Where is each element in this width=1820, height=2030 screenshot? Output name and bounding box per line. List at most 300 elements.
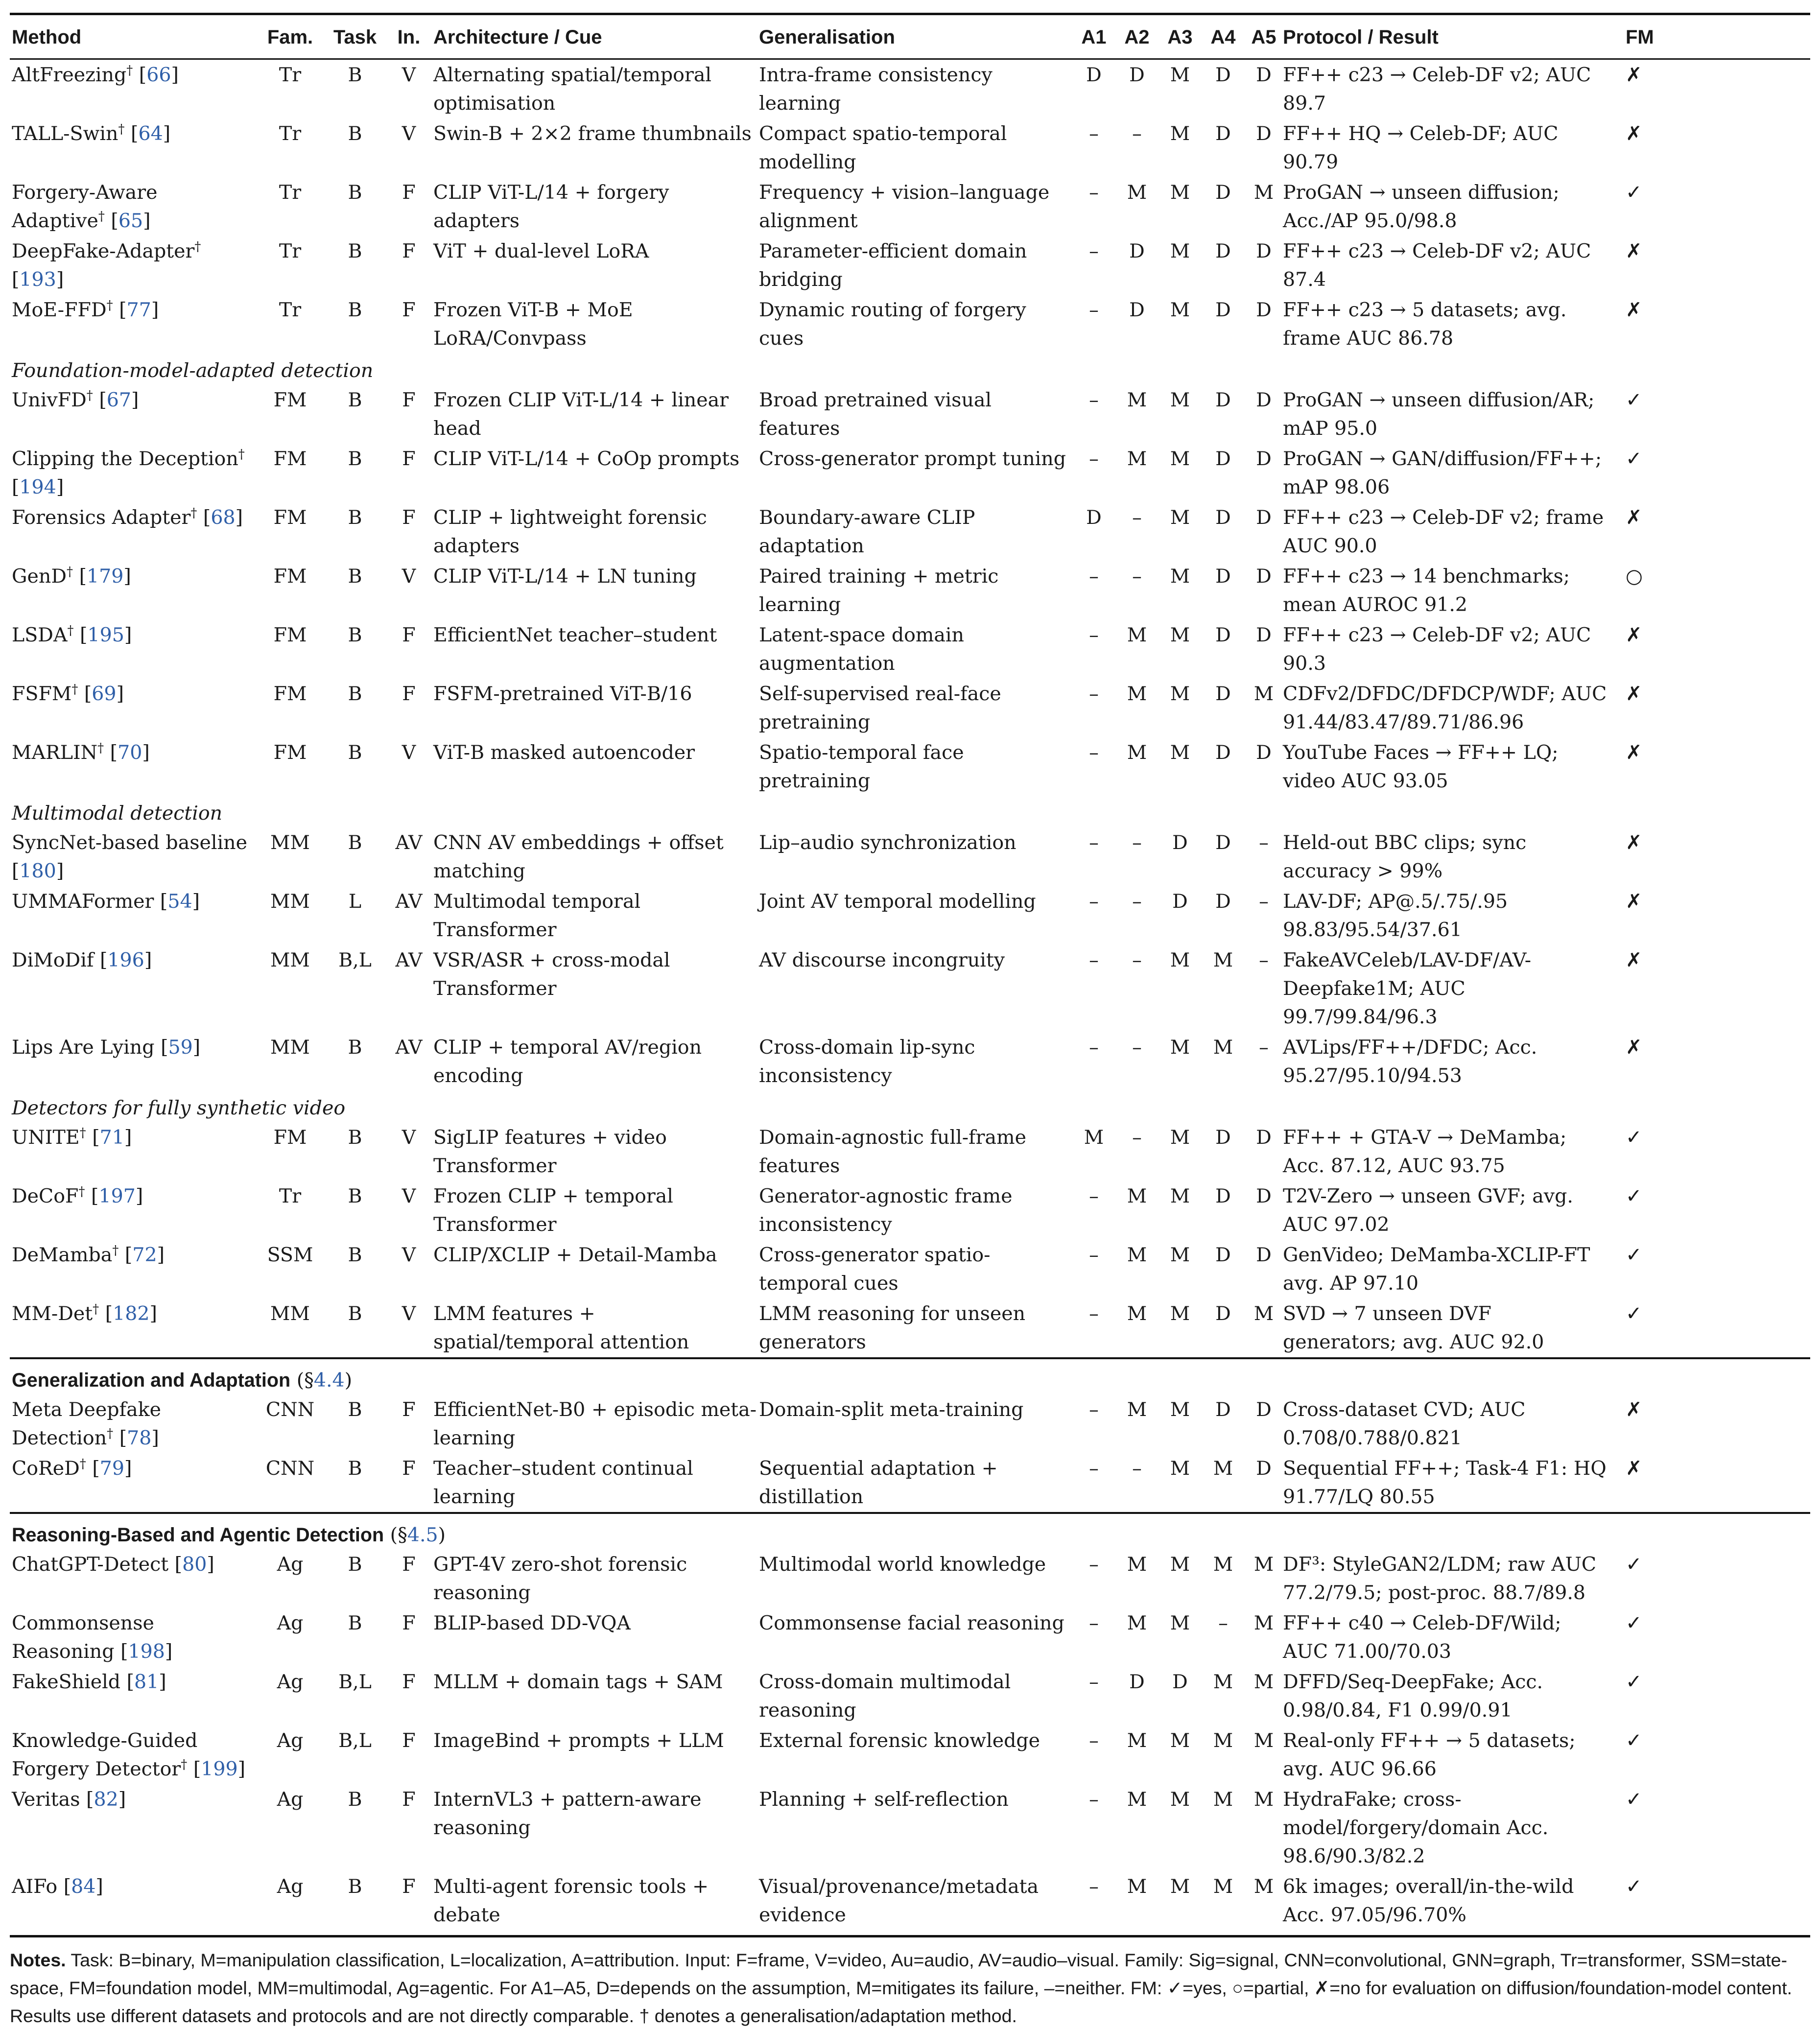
input-cell: F	[402, 1457, 416, 1480]
a4-cell: D	[1215, 1126, 1231, 1149]
method-name: DeepFake-Adapter	[12, 240, 195, 262]
a4-cell: M	[1213, 1457, 1233, 1480]
architecture-cell: CLIP ViT-L/14 + LN tuning	[433, 565, 697, 588]
method-cell: Knowledge-Guided Forgery Detector† [199]	[12, 1729, 246, 1780]
header-a4: A4	[1210, 26, 1236, 48]
family-cell: CNN	[265, 1457, 315, 1480]
task-cell: B	[348, 565, 362, 588]
task-cell: B	[348, 741, 362, 764]
task-cell: B	[348, 506, 362, 529]
a2-cell: –	[1132, 1036, 1142, 1059]
architecture-cell: CLIP ViT-L/14 + forgery adapters	[433, 181, 669, 232]
method-cell: FSFM† [69]	[12, 682, 124, 705]
family-cell: Tr	[279, 299, 302, 321]
a3-cell: M	[1170, 1302, 1190, 1325]
generalisation-cell: Cross-domain multimodal reasoning	[759, 1671, 1011, 1722]
method-cell: SyncNet-based baseline [180]	[12, 831, 247, 882]
citation-link[interactable]: 78	[127, 1427, 152, 1449]
fm-cell: ○	[1626, 565, 1643, 588]
fm-cell: ✓	[1626, 1185, 1642, 1207]
input-cell: F	[402, 683, 416, 705]
a4-cell: D	[1215, 831, 1231, 854]
architecture-cell: InternVL3 + pattern-aware reasoning	[433, 1788, 702, 1839]
input-cell: F	[402, 1729, 416, 1752]
citation-link[interactable]: 182	[113, 1302, 150, 1325]
section-ref-link[interactable]: 4.4	[313, 1369, 345, 1392]
citation-link[interactable]: 72	[132, 1244, 157, 1266]
a2-cell: M	[1127, 683, 1147, 705]
citation-link[interactable]: 64	[138, 122, 163, 145]
a4-cell: M	[1213, 1788, 1233, 1811]
generalisation-cell: Cross-generator prompt tuning	[759, 448, 1066, 470]
header-row	[10, 14, 1810, 59]
task-cell: B	[348, 1788, 362, 1811]
family-cell: FM	[273, 741, 307, 764]
protocol-cell: ProGAN → GAN/diffusion/FF++; mAP 98.06	[1283, 448, 1602, 498]
architecture-cell: BLIP-based DD-VQA	[433, 1612, 631, 1634]
table-row	[10, 737, 1810, 796]
citation-link[interactable]: 67	[106, 389, 131, 411]
dagger-mark: †	[67, 623, 74, 638]
method-name: FSFM	[12, 683, 72, 705]
a4-cell: –	[1218, 1612, 1228, 1634]
a5-cell: D	[1256, 1398, 1272, 1421]
a1-cell: –	[1089, 1457, 1099, 1480]
table-row	[10, 59, 1810, 119]
protocol-cell: FF++ c23 → Celeb-DF v2; frame AUC 90.0	[1283, 506, 1604, 557]
method-name: DeCoF	[12, 1185, 79, 1207]
protocol-cell: GenVideo; DeMamba-XCLIP-FT avg. AP 97.10	[1283, 1244, 1590, 1295]
task-cell: B	[348, 299, 362, 321]
a2-cell: M	[1127, 181, 1147, 204]
a5-cell: D	[1256, 1126, 1272, 1149]
section-heading: Generalization and Adaptation (§4.4)	[12, 1369, 353, 1392]
method-cell: Clipping the Deception† [194]	[12, 447, 245, 498]
header-fm: FM	[1626, 26, 1654, 48]
citation-link[interactable]: 194	[19, 476, 56, 498]
citation-link[interactable]: 84	[71, 1875, 96, 1898]
method-name: UNITE	[12, 1126, 80, 1149]
method-cell: AIFo [84]	[12, 1875, 103, 1898]
protocol-cell: ProGAN → unseen diffusion; Acc./AP 95.0/98.8	[1283, 181, 1560, 232]
architecture-cell: LMM features + spatial/temporal attention	[433, 1302, 689, 1353]
a5-cell: D	[1256, 1457, 1272, 1480]
generalisation-cell: Visual/provenance/metadata evidence	[759, 1875, 1039, 1926]
citation-link[interactable]: 59	[168, 1036, 193, 1059]
dagger-mark: †	[98, 209, 105, 224]
input-cell: F	[402, 1788, 416, 1811]
citation-link[interactable]: 81	[134, 1671, 159, 1693]
architecture-cell: Alternating spatial/temporal optimisation	[433, 64, 712, 115]
generalisation-cell: Cross-generator spatio-temporal cues	[759, 1244, 991, 1295]
citation-link[interactable]: 69	[92, 683, 117, 705]
citation-link[interactable]: 70	[118, 741, 142, 764]
a5-cell: D	[1256, 299, 1272, 321]
generalisation-cell: Lip–audio synchronization	[759, 831, 1016, 854]
table-notes	[10, 1935, 1810, 2030]
method-name: MM-Det	[12, 1302, 93, 1325]
a1-cell: D	[1086, 64, 1102, 86]
family-cell: FM	[273, 624, 307, 646]
a3-cell: M	[1170, 181, 1190, 204]
a1-cell: –	[1089, 1302, 1099, 1325]
a1-cell: D	[1086, 506, 1102, 529]
task-cell: B	[348, 1457, 362, 1480]
a2-cell: M	[1127, 1302, 1147, 1325]
citation-link[interactable]: 179	[87, 565, 124, 588]
a3-cell: M	[1170, 1244, 1190, 1266]
fm-cell: ✗	[1626, 1398, 1642, 1421]
table-row	[10, 1453, 1810, 1513]
method-name: LSDA	[12, 624, 68, 646]
a5-cell: M	[1253, 181, 1274, 204]
method-cell: DeepFake-Adapter† [193]	[12, 239, 201, 291]
a4-cell: D	[1215, 1244, 1231, 1266]
protocol-cell: CDFv2/DFDC/DFDCP/WDF; AUC 91.44/83.47/89.71/86.96	[1283, 683, 1607, 733]
a3-cell: M	[1170, 1612, 1190, 1634]
a5-cell: D	[1256, 506, 1272, 529]
generalisation-cell: Parameter-efficient domain bridging	[759, 240, 1027, 291]
notes-label: Notes.	[10, 1950, 66, 1970]
architecture-cell: Multi-agent forensic tools + debate	[433, 1875, 709, 1926]
generalisation-cell: External forensic knowledge	[759, 1729, 1040, 1752]
a2-cell: –	[1132, 890, 1142, 913]
family-cell: Ag	[277, 1875, 304, 1898]
protocol-cell: FF++ HQ → Celeb-DF; AUC 90.79	[1283, 122, 1559, 173]
protocol-cell: DFFD/Seq-DeepFake; Acc. 0.98/0.84, F1 0.99/0.91	[1283, 1671, 1543, 1722]
citation-link[interactable]: 198	[128, 1640, 165, 1663]
method-cell: DeMamba† [72]	[12, 1243, 165, 1266]
input-cell: V	[402, 122, 416, 145]
task-cell: B	[348, 1612, 362, 1634]
method-cell: Lips Are Lying [59]	[12, 1036, 201, 1059]
a1-cell: –	[1089, 1875, 1099, 1898]
family-cell: Tr	[279, 64, 302, 86]
dagger-mark: †	[118, 122, 125, 137]
dagger-mark: †	[67, 565, 73, 579]
input-cell: V	[402, 565, 416, 588]
input-cell: F	[402, 240, 416, 262]
a3-cell: M	[1170, 506, 1190, 529]
architecture-cell: CLIP/XCLIP + Detail-Mamba	[433, 1244, 717, 1266]
task-cell: L	[348, 890, 362, 913]
input-cell: F	[402, 1671, 416, 1693]
method-name: Forensics Adapter	[12, 506, 191, 529]
a2-cell: –	[1132, 1457, 1142, 1480]
fm-cell: ✗	[1626, 1036, 1642, 1059]
task-cell: B,L	[338, 1729, 372, 1752]
a2-cell: –	[1132, 122, 1142, 145]
architecture-cell: ImageBind + prompts + LLM	[433, 1729, 724, 1752]
a4-cell: D	[1215, 64, 1231, 86]
method-name: FakeShield	[12, 1671, 121, 1693]
a5-cell: D	[1256, 1185, 1272, 1207]
protocol-cell: AVLips/FF++/DFDC; Acc. 95.27/95.10/94.53	[1283, 1036, 1537, 1087]
architecture-cell: Frozen CLIP + temporal Transformer	[433, 1185, 673, 1236]
citation-link[interactable]: 77	[126, 299, 151, 321]
family-cell: Ag	[277, 1553, 304, 1576]
table-row	[10, 295, 1810, 354]
protocol-cell: Real-only FF++ → 5 datasets; avg. AUC 96.66	[1283, 1729, 1576, 1780]
citation-link[interactable]: 196	[107, 949, 144, 971]
section-ref-link[interactable]: 4.5	[407, 1524, 438, 1546]
a3-cell: M	[1170, 565, 1190, 588]
task-cell: B	[348, 181, 362, 204]
method-name: UnivFD	[12, 389, 87, 411]
dagger-mark: †	[126, 63, 133, 78]
a4-cell: D	[1215, 624, 1231, 646]
table-row	[10, 1667, 1810, 1725]
a4-cell: M	[1213, 1553, 1233, 1576]
architecture-cell: Frozen CLIP ViT-L/14 + linear head	[433, 389, 729, 440]
method-cell: TALL-Swin† [64]	[12, 122, 171, 145]
generalisation-cell: Self-supervised real-face pretraining	[759, 683, 1001, 733]
protocol-cell: Cross-dataset CVD; AUC 0.708/0.788/0.821	[1283, 1398, 1526, 1449]
fm-cell: ✓	[1626, 1671, 1642, 1693]
a2-cell: M	[1127, 1875, 1147, 1898]
a5-cell: –	[1259, 831, 1269, 854]
a5-cell: –	[1259, 1036, 1269, 1059]
protocol-cell: FF++ c23 → Celeb-DF v2; AUC 89.7	[1283, 64, 1591, 115]
generalisation-cell: Domain-split meta-training	[759, 1398, 1024, 1421]
a1-cell: –	[1089, 1185, 1099, 1207]
fm-cell: ✓	[1626, 1126, 1642, 1149]
fm-cell: ✓	[1626, 1788, 1642, 1811]
a1-cell: –	[1089, 741, 1099, 764]
input-cell: AV	[395, 1036, 423, 1059]
a1-cell: –	[1089, 122, 1099, 145]
protocol-cell: FakeAVCeleb/LAV-DF/AV-Deepfake1M; AUC 99.7/99.84/96.3	[1283, 949, 1532, 1028]
table-row	[10, 1725, 1810, 1784]
generalisation-cell: Latent-space domain augmentation	[759, 624, 964, 675]
method-cell: Forensics Adapter† [68]	[12, 506, 243, 529]
fm-cell: ✗	[1626, 831, 1642, 854]
fm-cell: ✗	[1626, 240, 1642, 262]
a4-cell: D	[1215, 565, 1231, 588]
a3-cell: M	[1170, 240, 1190, 262]
family-cell: Tr	[279, 122, 302, 145]
method-name: MARLIN	[12, 741, 98, 764]
a4-cell: D	[1215, 1302, 1231, 1325]
fm-cell: ✗	[1626, 949, 1642, 971]
protocol-cell: Held-out BBC clips; sync accuracy > 99%	[1283, 831, 1527, 882]
citation-link[interactable]: 197	[98, 1185, 136, 1207]
task-cell: B	[348, 831, 362, 854]
citation-link[interactable]: 79	[99, 1457, 125, 1480]
task-cell: B,L	[338, 949, 372, 971]
a5-cell: D	[1256, 741, 1272, 764]
family-cell: MM	[270, 890, 310, 913]
citation-link[interactable]: 193	[19, 268, 56, 291]
citation-link[interactable]: 180	[19, 860, 56, 882]
fm-cell: ✗	[1626, 1457, 1642, 1480]
protocol-cell: ProGAN → unseen diffusion/AR; mAP 95.0	[1283, 389, 1595, 440]
header-input: In.	[397, 26, 421, 48]
citation-link[interactable]: 82	[94, 1788, 118, 1811]
a5-cell: D	[1256, 624, 1272, 646]
a5-cell: D	[1256, 565, 1272, 588]
protocol-cell: SVD → 7 unseen DVF generators; avg. AUC 92.0	[1283, 1302, 1544, 1353]
architecture-cell: CLIP + temporal AV/region encoding	[433, 1036, 702, 1087]
a3-cell: M	[1170, 1126, 1190, 1149]
a4-cell: M	[1213, 1671, 1233, 1693]
a3-cell: M	[1170, 741, 1190, 764]
task-cell: B	[348, 1126, 362, 1149]
method-cell: MARLIN† [70]	[12, 741, 150, 764]
a3-cell: M	[1170, 389, 1190, 411]
citation-link[interactable]: 68	[211, 506, 236, 529]
a1-cell: –	[1089, 1244, 1099, 1266]
method-name: AIFo	[12, 1875, 58, 1898]
header-architecture: Architecture / Cue	[433, 26, 602, 48]
citation-link[interactable]: 199	[201, 1758, 238, 1780]
dagger-mark: †	[93, 1302, 99, 1317]
a3-cell: M	[1170, 122, 1190, 145]
fm-cell: ✗	[1626, 64, 1642, 86]
a4-cell: D	[1215, 506, 1231, 529]
fm-cell: ✓	[1626, 389, 1642, 411]
task-cell: B	[348, 64, 362, 86]
a3-cell: D	[1172, 1671, 1188, 1693]
dagger-mark: †	[181, 1757, 188, 1772]
table-row	[10, 1549, 1810, 1608]
a4-cell: D	[1215, 389, 1231, 411]
methods-table	[10, 13, 1810, 1930]
method-cell: Forgery-Aware Adaptive† [65]	[12, 181, 158, 232]
input-cell: V	[402, 741, 416, 764]
input-cell: F	[402, 299, 416, 321]
header-family: Fam.	[267, 26, 313, 48]
family-cell: Ag	[277, 1612, 304, 1634]
a5-cell: M	[1253, 1612, 1274, 1634]
a5-cell: D	[1256, 1244, 1272, 1266]
a3-cell: M	[1170, 1553, 1190, 1576]
a3-cell: D	[1172, 890, 1188, 913]
table-body	[10, 59, 1810, 1931]
a4-cell: M	[1213, 1875, 1233, 1898]
a2-cell: –	[1132, 506, 1142, 529]
table-row	[10, 1240, 1810, 1298]
a2-cell: M	[1127, 1729, 1147, 1752]
input-cell: V	[402, 1302, 416, 1325]
table-row	[10, 561, 1810, 620]
architecture-cell: CLIP + lightweight forensic adapters	[433, 506, 707, 557]
a4-cell: D	[1215, 683, 1231, 705]
generalisation-cell: Frequency + vision–language alignment	[759, 181, 1050, 232]
a4-cell: D	[1215, 122, 1231, 145]
citation-link[interactable]: 80	[182, 1553, 207, 1576]
method-cell: LSDA† [195]	[12, 623, 132, 646]
architecture-cell: Teacher–student continual learning	[433, 1457, 693, 1508]
a2-cell: M	[1127, 1553, 1147, 1576]
fm-cell: ✓	[1626, 1553, 1642, 1576]
input-cell: F	[402, 624, 416, 646]
family-cell: CNN	[265, 1398, 315, 1421]
method-cell: UnivFD† [67]	[12, 388, 139, 411]
generalisation-cell: Cross-domain lip-sync inconsistency	[759, 1036, 975, 1087]
table-row	[10, 1871, 1810, 1930]
input-cell: V	[402, 1126, 416, 1149]
method-name: Forgery-Aware Adaptive	[12, 181, 158, 232]
a4-cell: D	[1215, 448, 1231, 470]
a5-cell: M	[1253, 1553, 1274, 1576]
citation-link[interactable]: 195	[87, 624, 124, 646]
header-a1: A1	[1081, 26, 1107, 48]
citation-link[interactable]: 66	[146, 64, 171, 86]
section-title: Reasoning-Based and Agentic Detection	[12, 1524, 384, 1546]
table-row	[10, 827, 1810, 886]
dagger-mark: †	[78, 1184, 85, 1199]
header-task: Task	[333, 26, 377, 48]
a1-cell: –	[1089, 831, 1099, 854]
generalisation-cell: Commonsense facial reasoning	[759, 1612, 1064, 1634]
a2-cell: M	[1127, 1398, 1147, 1421]
architecture-cell: GPT-4V zero-shot forensic reasoning	[433, 1553, 687, 1604]
method-name: AltFreezing	[12, 64, 127, 86]
a1-cell: –	[1089, 624, 1099, 646]
a3-cell: M	[1170, 448, 1190, 470]
generalisation-cell: Domain-agnostic full-frame features	[759, 1126, 1026, 1177]
header-a5: A5	[1251, 26, 1276, 48]
architecture-cell: Swin-B + 2×2 frame thumbnails	[433, 122, 752, 145]
task-cell: B,L	[338, 1671, 372, 1693]
a5-cell: D	[1256, 448, 1272, 470]
family-cell: FM	[273, 448, 307, 470]
a1-cell: –	[1089, 949, 1099, 971]
family-cell: Ag	[277, 1671, 304, 1693]
a3-cell: M	[1170, 1729, 1190, 1752]
family-cell: MM	[270, 1036, 310, 1059]
method-cell: FakeShield [81]	[12, 1671, 166, 1693]
protocol-cell: LAV-DF; AP@.5/.75/.95 98.83/95.54/37.61	[1283, 890, 1508, 941]
fm-cell: ✓	[1626, 1244, 1642, 1266]
a1-cell: –	[1089, 299, 1099, 321]
a1-cell: –	[1089, 1553, 1099, 1576]
a3-cell: M	[1170, 1457, 1190, 1480]
method-cell: CoReD† [79]	[12, 1457, 132, 1480]
citation-link[interactable]: 54	[167, 890, 192, 913]
input-cell: AV	[395, 890, 423, 913]
task-cell: B	[348, 122, 362, 145]
a1-cell: M	[1084, 1126, 1104, 1149]
subsection-row	[10, 1091, 1810, 1122]
citation-link[interactable]: 65	[118, 210, 143, 232]
a2-cell: M	[1127, 1612, 1147, 1634]
header-method: Method	[12, 26, 82, 48]
citation-link[interactable]: 71	[99, 1126, 124, 1149]
method-cell: Meta Deepfake Detection† [78]	[12, 1398, 161, 1449]
fm-cell: ✗	[1626, 741, 1642, 764]
a4-cell: D	[1215, 890, 1231, 913]
a5-cell: M	[1253, 1729, 1274, 1752]
protocol-cell: FF++ + GTA-V → DeMamba; Acc. 87.12, AUC 93.75	[1283, 1126, 1567, 1177]
input-cell: F	[402, 1398, 416, 1421]
method-name: SyncNet-based baseline	[12, 831, 247, 854]
method-cell: GenD† [179]	[12, 565, 131, 588]
family-cell: FM	[273, 565, 307, 588]
a5-cell: M	[1253, 1875, 1274, 1898]
input-cell: AV	[395, 949, 423, 971]
table-row	[10, 1394, 1810, 1453]
dagger-mark: †	[71, 682, 78, 697]
method-cell: Veritas [82]	[12, 1788, 126, 1811]
table-container	[10, 13, 1810, 2030]
a3-cell: M	[1170, 64, 1190, 86]
input-cell: F	[402, 506, 416, 529]
table-row	[10, 502, 1810, 561]
a5-cell: M	[1253, 683, 1274, 705]
dagger-mark: †	[190, 506, 197, 520]
